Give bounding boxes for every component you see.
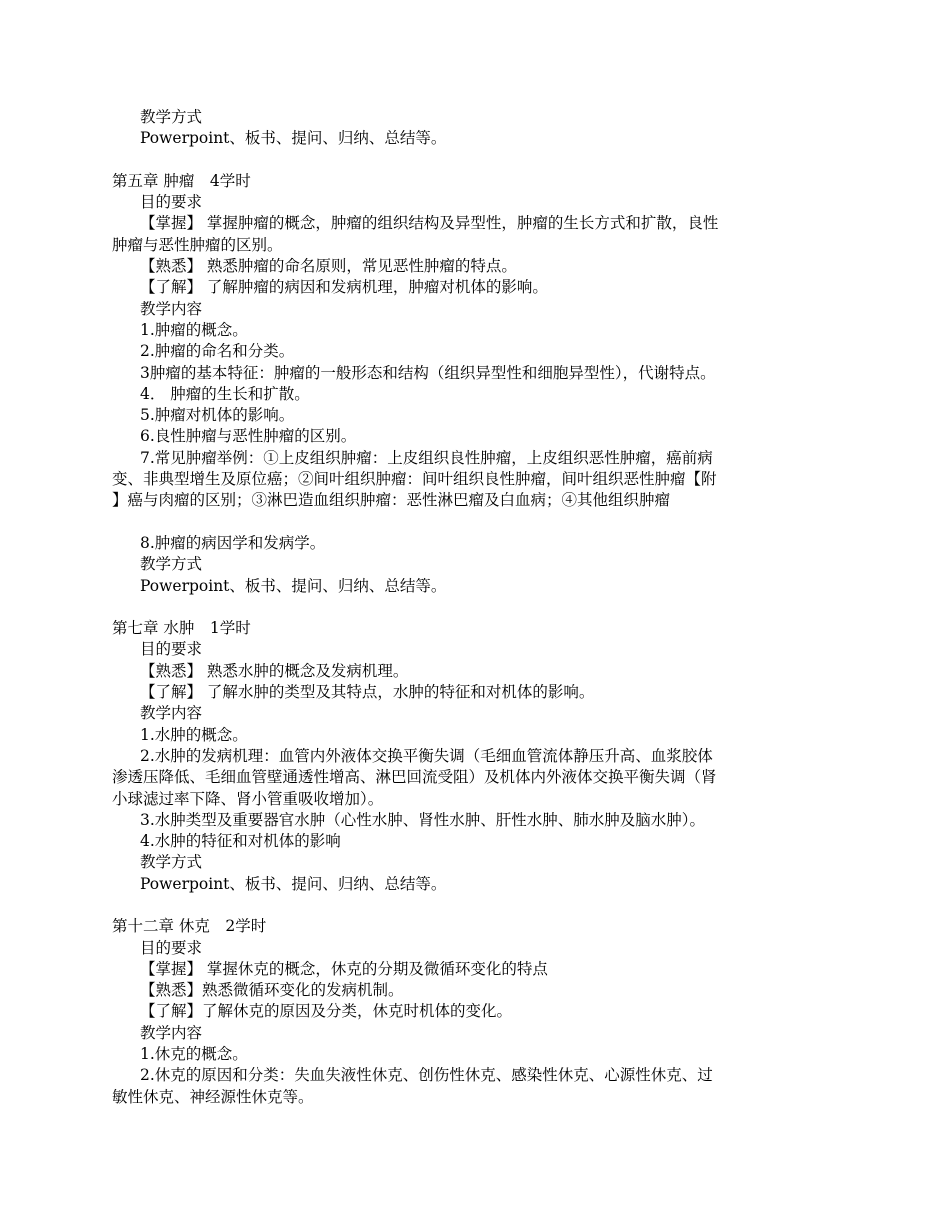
content-item: 1.肿瘤的概念。: [140, 320, 248, 339]
content-item: 2.水肿的发病机理：血管内外液体交换平衡失调（毛细血管流体静压升高、血浆胶体: [140, 746, 713, 765]
teaching-method-text: Powerpoint、板书、提问、归纳、总结等。: [140, 874, 447, 893]
know-requirement: 【了解】 了解水肿的类型及其特点，水肿的特征和对机体的影响。: [140, 683, 595, 702]
content-item: 6.良性肿瘤与恶性肿瘤的区别。: [140, 427, 357, 446]
requirements-heading: 目的要求: [140, 640, 203, 659]
chapter-title-edema: 第七章 水肿 1学时: [112, 619, 251, 638]
master-requirement: 【掌握】 掌握休克的概念，休克的分期及微循环变化的特点: [140, 959, 548, 978]
content-item: 1.水肿的概念。: [140, 725, 248, 744]
content-heading: 教学内容: [140, 704, 203, 723]
know-requirement: 【了解】 了解肿瘤的病因和发病机理，肿瘤对机体的影响。: [140, 278, 548, 297]
familiar-requirement: 【熟悉】熟悉微循环变化的发病机制。: [140, 981, 404, 1000]
content-heading: 教学内容: [140, 1023, 203, 1042]
teaching-method-text: Powerpoint、板书、提问、归纳、总结等。: [140, 129, 447, 148]
requirements-heading: 目的要求: [140, 938, 203, 957]
content-item: 4． 肿瘤的生长和扩散。: [140, 384, 310, 403]
master-requirement: 【掌握】 掌握肿瘤的概念，肿瘤的组织结构及异型性，肿瘤的生长方式和扩散，良性: [140, 214, 719, 233]
content-item-cont: 敏性休克、神经源性休克等。: [112, 1087, 314, 1106]
content-item-cont: 小球滤过率下降、肾小管重吸收增加）。: [112, 789, 384, 808]
content-item: 2.休克的原因和分类：失血失液性休克、创伤性休克、感染性休克、心源性休克、过: [140, 1066, 713, 1085]
familiar-requirement: 【熟悉】 熟悉肿瘤的命名原则，常见恶性肿瘤的特点。: [140, 257, 517, 276]
chapter-title-tumor: 第五章 肿瘤 4学时: [112, 171, 251, 190]
content-item: 5.肿瘤对机体的影响。: [140, 406, 295, 425]
teaching-method-heading: 教学方式: [140, 555, 203, 574]
content-item-cont: 变、非典型增生及原位癌；②间叶组织肿瘤：间叶组织良性肿瘤，间叶组织恶性肿瘤【附: [112, 470, 717, 489]
content-item: 7.常见肿瘤举例：①上皮组织肿瘤：上皮组织良性肿瘤，上皮组织恶性肿瘤，癌前病: [140, 448, 713, 467]
spacer: [112, 895, 840, 916]
content-item: 3肿瘤的基本特征：肿瘤的一般形态和结构（组织异型性和细胞异型性），代谢特点。: [140, 363, 716, 382]
teaching-method-heading: 教学方式: [140, 853, 203, 872]
content-item: 3.水肿类型及重要器官水肿（心性水肿、肾性水肿、肝性水肿、肺水肿及脑水肿）。: [140, 810, 706, 829]
spacer: [112, 597, 840, 618]
requirements-heading: 目的要求: [140, 193, 203, 212]
teaching-method-heading: 教学方式: [140, 108, 203, 126]
content-item: 8.肿瘤的病因学和发病学。: [140, 533, 326, 552]
document-page: [112, 107, 840, 1108]
teaching-method-text: Powerpoint、板书、提问、归纳、总结等。: [140, 576, 447, 595]
content-item: 4.水肿的特征和对机体的影响: [140, 832, 341, 851]
content-item: 1.休克的概念。: [140, 1045, 248, 1064]
familiar-requirement: 【熟悉】 熟悉水肿的概念及发病机理。: [140, 661, 409, 680]
chapter-title-shock: 第十二章 休克 2学时: [112, 917, 267, 936]
content-item-cont: 】癌与肉瘤的区别；③淋巴造血组织肿瘤：恶性淋巴瘤及白血病；④其他组织肿瘤: [112, 491, 671, 510]
spacer: [112, 512, 840, 533]
content-item: 2.肿瘤的命名和分类。: [140, 342, 295, 361]
master-requirement-cont: 肿瘤与恶性肿瘤的区别。: [112, 235, 283, 254]
content-item-cont: 渗透压降低、毛细血管壁通透性增高、淋巴回流受阻）及机体内外液体交换平衡失调（肾: [112, 768, 717, 787]
content-heading: 教学内容: [140, 299, 203, 318]
know-requirement: 【了解】了解休克的原因及分类，休克时机体的变化。: [140, 1002, 513, 1021]
spacer: [112, 150, 840, 171]
